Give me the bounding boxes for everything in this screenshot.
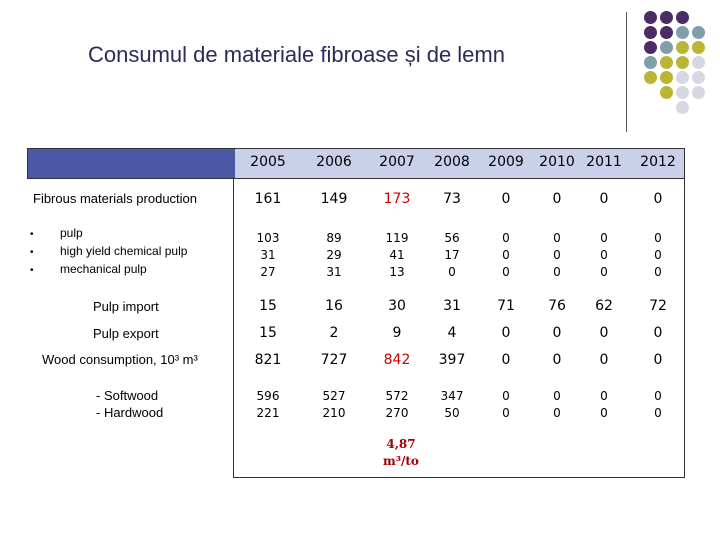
decorative-dot — [692, 26, 705, 39]
row-label-wood: Wood consumption, 10³ m³ — [42, 352, 198, 367]
cell-export: 15 — [259, 325, 277, 341]
cell-hardwood: 221 — [256, 406, 280, 420]
decorative-dot-grid — [642, 9, 714, 119]
decorative-dot — [644, 41, 657, 54]
decorative-dot — [676, 56, 689, 69]
cell-wood: 0 — [501, 352, 511, 368]
cell-export: 0 — [599, 325, 609, 341]
cell-pulp: 0 — [654, 231, 662, 245]
cell-pulp: 0 — [600, 231, 608, 245]
cell-import: 16 — [325, 298, 343, 314]
cell-import: 71 — [497, 298, 515, 314]
cell-hycp: 0 — [654, 248, 662, 262]
cell-fibrous: 149 — [320, 191, 348, 207]
cell-export: 2 — [329, 325, 339, 341]
cell-pulp: 0 — [502, 231, 510, 245]
row-label-fibrous: Fibrous materials production — [33, 191, 198, 206]
cell-wood: 727 — [320, 352, 348, 368]
cell-pulp: 103 — [256, 231, 280, 245]
sub-item-mech: • mechanical pulp — [30, 261, 187, 279]
cell-export: 0 — [501, 325, 511, 341]
year-header: 2008 — [434, 154, 470, 170]
decorative-dot — [660, 86, 673, 99]
decorative-dot — [660, 11, 673, 24]
cell-hycp: 41 — [389, 248, 405, 262]
year-header: 2007 — [379, 154, 415, 170]
cell-hardwood: 0 — [654, 406, 662, 420]
cell-export: 0 — [653, 325, 663, 341]
decorative-dot — [692, 41, 705, 54]
year-header: 2010 — [539, 154, 575, 170]
cell-fibrous: 0 — [653, 191, 663, 207]
cell-hycp: 29 — [326, 248, 342, 262]
sub-item-pulp: • pulp — [30, 225, 187, 243]
year-header: 2005 — [250, 154, 286, 170]
cell-import: 62 — [595, 298, 613, 314]
row-label-import: Pulp import — [93, 299, 159, 314]
sub-item-hycp: • high yield chemical pulp — [30, 243, 187, 261]
decorative-dot — [644, 56, 657, 69]
table-header-corner — [27, 148, 235, 179]
cell-fibrous: 73 — [443, 191, 461, 207]
cell-import: 72 — [649, 298, 667, 314]
decorative-dot — [676, 41, 689, 54]
decorative-dot — [676, 11, 689, 24]
cell-pulp: 89 — [326, 231, 342, 245]
cell-export: 4 — [447, 325, 457, 341]
cell-softwood: 347 — [440, 389, 464, 403]
year-header: 2009 — [488, 154, 524, 170]
cell-pulp: 56 — [444, 231, 460, 245]
decorative-dot — [676, 86, 689, 99]
cell-softwood: 0 — [600, 389, 608, 403]
decorative-dot — [660, 26, 673, 39]
decorative-dot — [692, 86, 705, 99]
decorative-dot — [644, 26, 657, 39]
slide-title: Consumul de materiale fibroase și de lemn — [88, 42, 505, 67]
cell-fibrous: 161 — [254, 191, 282, 207]
decorative-dot — [692, 56, 705, 69]
cell-mech: 0 — [448, 265, 456, 279]
sub-item-list — [30, 225, 187, 279]
cell-wood: 842 — [383, 352, 411, 368]
cell-fibrous: 0 — [552, 191, 562, 207]
cell-mech: 13 — [389, 265, 405, 279]
cell-import: 31 — [443, 298, 461, 314]
cell-import: 15 — [259, 298, 277, 314]
cell-hycp: 0 — [553, 248, 561, 262]
cell-hardwood: 0 — [600, 406, 608, 420]
cell-wood: 397 — [438, 352, 466, 368]
cell-softwood: 527 — [322, 389, 346, 403]
cell-import: 76 — [548, 298, 566, 314]
note-wood-ratio — [376, 436, 426, 470]
cell-pulp: 119 — [385, 231, 409, 245]
cell-mech: 27 — [260, 265, 276, 279]
cell-pulp: 0 — [553, 231, 561, 245]
cell-hycp: 17 — [444, 248, 460, 262]
cell-hardwood: 0 — [553, 406, 561, 420]
cell-wood: 821 — [254, 352, 282, 368]
cell-hardwood: 50 — [444, 406, 460, 420]
decorative-dot — [676, 71, 689, 84]
cell-fibrous: 0 — [599, 191, 609, 207]
cell-mech: 31 — [326, 265, 342, 279]
year-header: 2011 — [586, 154, 622, 170]
note-value: 4,87 — [386, 437, 416, 451]
decorative-dot — [660, 56, 673, 69]
decorative-dot — [660, 71, 673, 84]
cell-softwood: 0 — [502, 389, 510, 403]
decorative-dot — [644, 71, 657, 84]
decorative-dot — [644, 11, 657, 24]
note-unit: m³/to — [383, 454, 419, 468]
year-header: 2012 — [640, 154, 676, 170]
cell-wood: 0 — [599, 352, 609, 368]
cell-softwood: 0 — [654, 389, 662, 403]
cell-softwood: 596 — [256, 389, 280, 403]
decorative-dot — [660, 41, 673, 54]
cell-mech: 0 — [553, 265, 561, 279]
decorative-dot — [676, 26, 689, 39]
cell-wood: 0 — [552, 352, 562, 368]
decorative-divider — [626, 12, 627, 132]
row-label-softwood: - Softwood — [96, 388, 159, 403]
cell-softwood: 572 — [385, 389, 409, 403]
row-label-hardwood: - Hardwood — [96, 405, 164, 420]
cell-export: 0 — [552, 325, 562, 341]
cell-hycp: 0 — [502, 248, 510, 262]
year-header: 2006 — [316, 154, 352, 170]
decorative-dot — [692, 71, 705, 84]
cell-mech: 0 — [654, 265, 662, 279]
cell-hycp: 31 — [260, 248, 276, 262]
row-label-export: Pulp export — [93, 326, 159, 341]
cell-hycp: 0 — [600, 248, 608, 262]
cell-wood: 0 — [653, 352, 663, 368]
cell-export: 9 — [392, 325, 402, 341]
cell-fibrous: 0 — [501, 191, 511, 207]
cell-mech: 0 — [600, 265, 608, 279]
cell-import: 30 — [388, 298, 406, 314]
cell-hardwood: 270 — [385, 406, 409, 420]
decorative-dot — [676, 101, 689, 114]
cell-softwood: 0 — [553, 389, 561, 403]
cell-hardwood: 210 — [322, 406, 346, 420]
cell-hardwood: 0 — [502, 406, 510, 420]
cell-mech: 0 — [502, 265, 510, 279]
cell-fibrous: 173 — [383, 191, 411, 207]
